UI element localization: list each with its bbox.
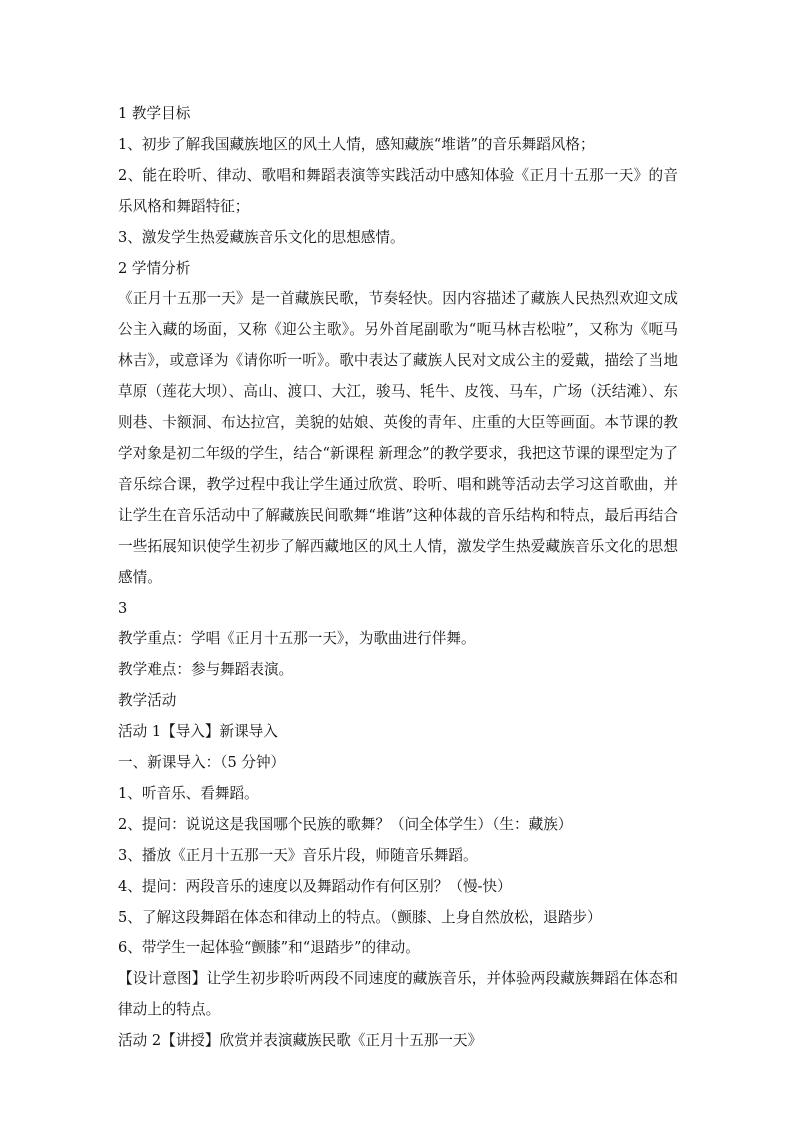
- teaching-key-point: 教学重点：学唱《正月十五那一天》，为歌曲进行伴舞。: [118, 630, 476, 648]
- goal-item-3: 3、激发学生热爱藏族音乐文化的思想感情。: [118, 228, 405, 246]
- heading-section-3: 3: [118, 599, 128, 617]
- goal-item-2: 2、能在聆听、律动、歌唱和舞蹈表演等实践活动中感知体验《正月十五那一天》的音乐风格和舞蹈特征；: [118, 166, 678, 215]
- intro-step-5: 5、了解这段舞蹈在体态和律动上的特点。（颤膝、上身自然放松，退踏步）: [118, 908, 602, 926]
- teaching-difficult-point: 教学难点：参与舞蹈表演。: [118, 661, 294, 679]
- intro-step-1: 1、听音乐、看舞蹈。: [118, 784, 259, 802]
- activity-2-title: 活动 2【讲授】欣赏并表演藏族民歌《正月十五那一天》: [118, 1032, 483, 1050]
- heading-teaching-activities: 教学活动: [118, 692, 177, 710]
- section-new-lesson-intro: 一、新课导入：（5 分钟）: [118, 754, 286, 772]
- analysis-paragraph: 《正月十五那一天》是一首藏族民歌，节奏轻快。因内容描述了藏族人民热烈欢迎文成公主入藏的场面，又称《迎公主歌》。另外首尾副歌为“呃马林吉松啦”，又称为《呃马林吉》，或意译为《请你听一听》。歌中表达了藏族人民对文成公主的爱戴，描绘了当地草原（莲花大坝）、高山、渡口、大江，骏马、牦牛、皮筏、马车，广场（沃结滩）、东则巷、卡额洞、布达拉宫，美貌的姑娘、英俊的青年、庄重的大臣等画面。本节课的教学对象是初二年级的学生，结合“新课程 新理念”的教学要求，我把这节课的课型定为了音乐综合课，教学过程中我让学生通过欣赏、聆听、唱和跳等活动去学习这首歌曲，并让学生在音乐活动中了解藏族民间歌舞“堆谐”这种体裁的音乐结构和特点，最后再结合一些拓展知识使学生初步了解西藏地区的风土人情，激发学生热爱藏族音乐文化的思想感情。: [118, 290, 678, 586]
- intro-step-3: 3、播放《正月十五那一天》音乐片段，师随音乐舞蹈。: [118, 846, 478, 864]
- design-intent-paragraph: 【设计意图】让学生初步聆听两段不同速度的藏族音乐，并体验两段藏族舞蹈在体态和律动上的特点。: [118, 970, 678, 1019]
- intro-step-4: 4、提问：两段音乐的速度以及舞蹈动作有何区别？（慢-快）: [118, 877, 512, 895]
- goal-item-1: 1、初步了解我国藏族地区的风土人情，感知藏族“堆谐”的音乐舞蹈风格；: [118, 135, 595, 153]
- document-body: [118, 99, 678, 1057]
- intro-step-2: 2、提问：说说这是我国哪个民族的歌舞？（问全体学生）（生：藏族）: [118, 815, 573, 833]
- heading-teaching-goals: 1 教学目标: [118, 105, 191, 122]
- heading-student-analysis: 2 学情分析: [118, 259, 191, 277]
- intro-step-6: 6、带学生一起体验“颤膝”和“退踏步”的律动。: [118, 939, 420, 957]
- activity-1-title: 活动 1【导入】新课导入: [118, 723, 278, 741]
